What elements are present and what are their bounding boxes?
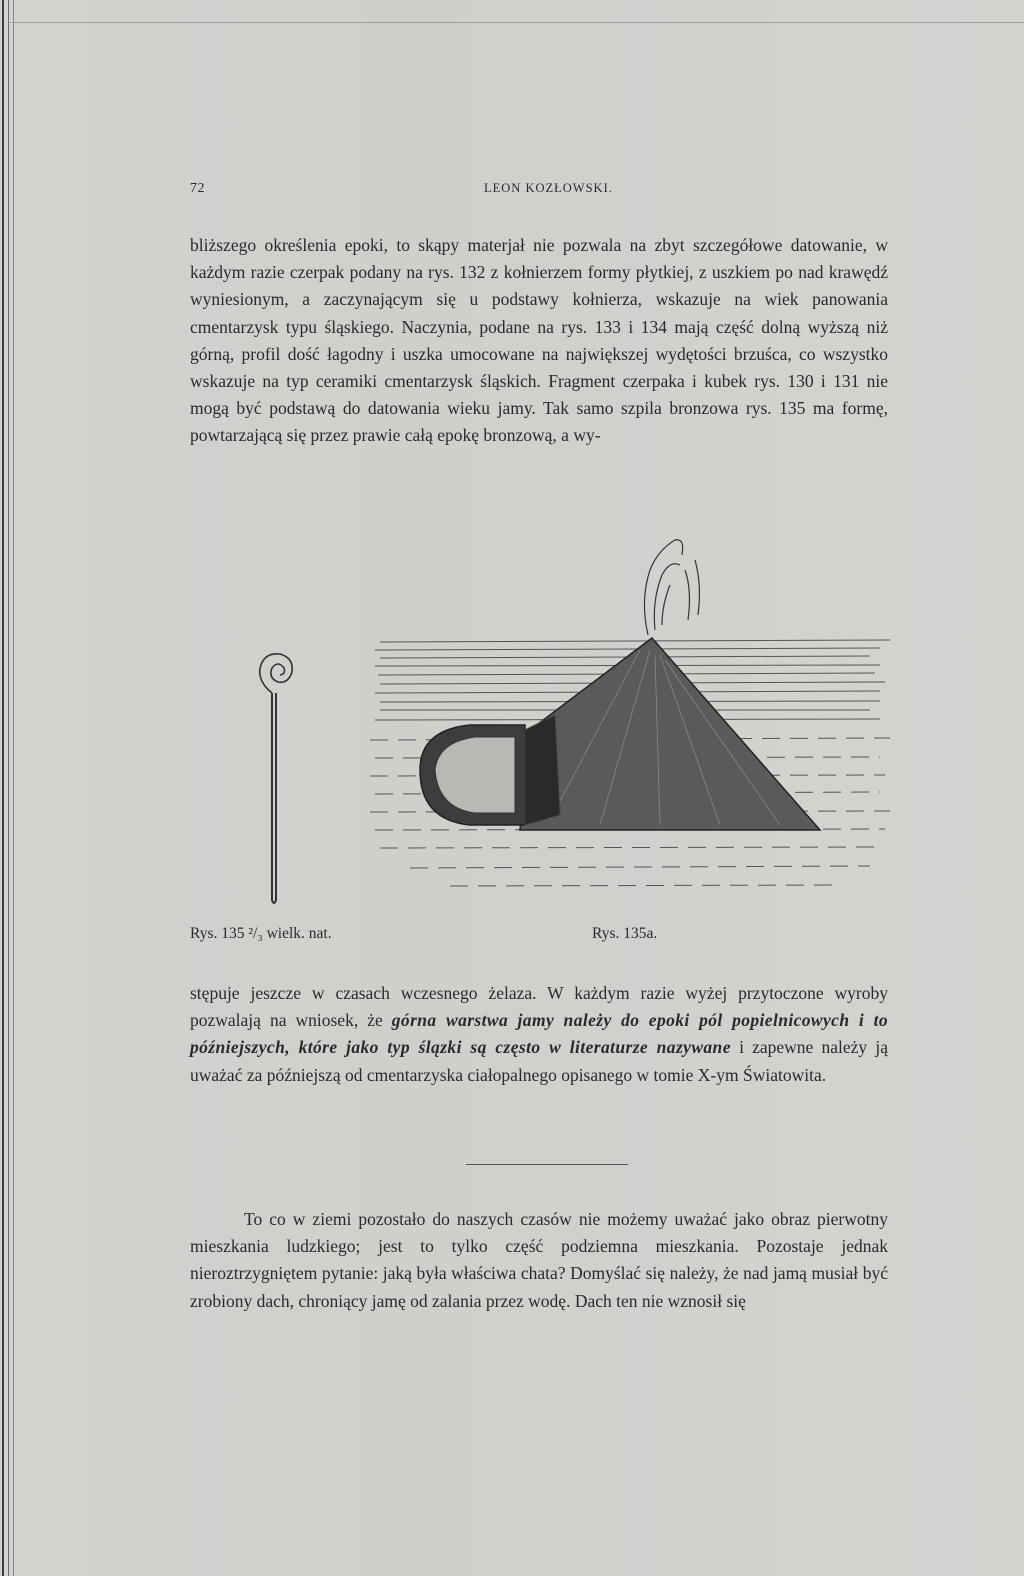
figure-illustration	[180, 530, 900, 910]
section-divider	[466, 1164, 628, 1165]
binding-edge-line-faint	[13, 0, 14, 1576]
figure-caption-right: Rys. 135a.	[592, 925, 658, 942]
bronze-pin-drawing	[260, 654, 293, 903]
page-header	[190, 181, 880, 201]
paragraph-2-emphasis: górna warstwa jamy należy do epoki pól popielnicowych i to późniejszych, które jako typ ślązki są często w literaturze nazywane	[190, 1010, 888, 1058]
paragraph-3: To co w ziemi pozostało do naszych czasów nie możemy uważać jako obraz pierwotny mieszkania ludzkiego; jest to tylko część podziemna mieszkania. Pozostaje jednak nieroztrzygniętem pytanie: jaką była właściwa chata? Domyślać się należy, że nad jamą musiał być zrobiony dach, chroniący jamę od zalania przez wodę. Dach ten nie wznosił się	[190, 1209, 888, 1311]
scan-top-line	[10, 22, 1024, 23]
binding-edge-line	[2, 0, 4, 1576]
paragraph-1: bliższego określenia epoki, to skąpy materjał nie pozwala na zbyt szczegółowe datowanie, w każdym razie czerpak podany na rys. 132 z kołnierzem formy płytkiej, z uszkiem po nad krawędź wyniesionym, a zaczynającym się u podstawy kołnierza, wskazuje na wiek panowania cmentarzysk typu śląskiego. Naczynia, podane na rys. 133 i 134 mają część dolną wyższą niż górną, profil dość łagodny i uszka umocowane na największej wydętości brzuśca, co wszystko wskazuje na typ ceramiki cmentarzysk śląskich. Fragment czerpaka i kubek rys. 130 i 131 nie mogą być podstawą do datowania wieku jamy. Tak samo szpila bronzowa rys. 135 ma formę, powtarzającą się przez prawie całą epokę bronzową, a wy-	[190, 235, 888, 446]
page-number: 72	[190, 181, 205, 196]
binding-edge-line-thin	[8, 0, 9, 1576]
body-text-block-1	[190, 232, 888, 450]
paragraph-2-start: stępuje jeszcze w czasach wczesnego żelaza. W każdym razie wyżej przytoczone wyroby pozwalają na wniosek, że	[190, 983, 888, 1031]
body-text-block-2	[190, 980, 888, 1089]
paragraph-2	[190, 980, 888, 1089]
figure-caption-left: Rys. 135 ²/₃ wielk. nat.	[190, 925, 332, 942]
paragraph-2-end: i zapewne należy ją uważać za późniejszą od cmentarzyska ciałopalnego opisanego w tomie X-ym Światowita.	[190, 1037, 888, 1085]
running-head: LEON KOZŁOWSKI.	[484, 181, 613, 195]
pit-section-drawing	[370, 540, 890, 886]
body-text-block-3	[190, 1206, 888, 1315]
